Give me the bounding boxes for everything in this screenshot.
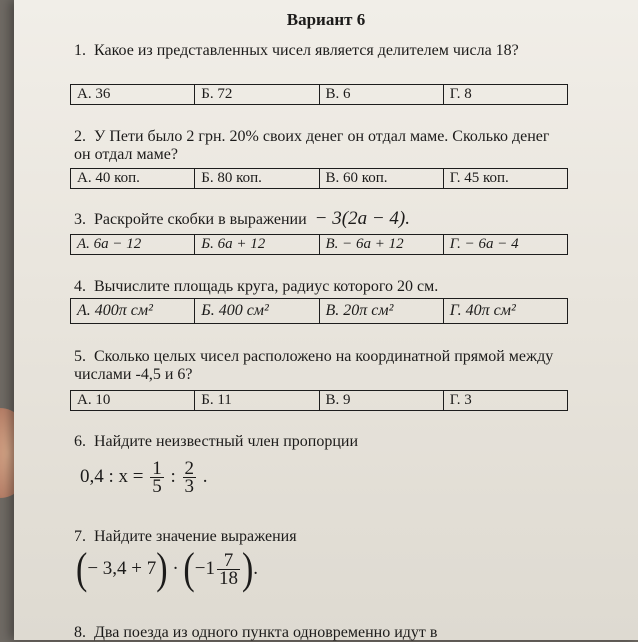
question-number: 7. xyxy=(74,528,86,545)
formula-lead: 0,4 : x = xyxy=(80,465,144,487)
numerator: 2 xyxy=(184,458,195,479)
question-text: Вычислите площадь круга, радиус которого 20 см. xyxy=(94,278,439,295)
period: . xyxy=(202,465,208,487)
period: . xyxy=(253,557,259,579)
question-text: У Пети было 2 грн. 20% своих денег он отдал маме. Сколько денег он отдал маме? xyxy=(74,128,550,163)
question-number: 6. xyxy=(74,433,86,450)
denominator: 3 xyxy=(184,476,195,497)
option-b[interactable]: Б. 6a + 12 xyxy=(194,235,318,254)
part-1: − 3,4 + 7 xyxy=(87,557,157,579)
variant-title: Вариант 6 xyxy=(286,10,366,29)
question-5 xyxy=(74,348,564,384)
numerator: 1 xyxy=(152,458,162,479)
option-v[interactable]: В. − 6a + 12 xyxy=(319,235,443,254)
answer-options-4 xyxy=(70,298,568,324)
question-number: 5. xyxy=(74,348,86,365)
left-paren: ( xyxy=(183,544,195,593)
fraction-7-18 xyxy=(217,552,240,587)
denominator: 18 xyxy=(218,568,238,589)
answer-options-5 xyxy=(70,390,568,411)
question-text: Сколько целых чисел расположено на координатной прямой между числами -4,5 и 6? xyxy=(74,348,554,383)
question-number: 1. xyxy=(74,42,86,59)
proportion-formula xyxy=(80,460,208,495)
option-v[interactable]: В. 6 xyxy=(319,85,443,104)
option-g[interactable]: Г. 3 xyxy=(443,391,567,410)
option-a[interactable]: А. 400π см² xyxy=(77,302,153,319)
answer-options-1 xyxy=(70,84,568,105)
question-3 xyxy=(74,210,564,229)
fraction-1-5 xyxy=(150,460,164,495)
question-2 xyxy=(74,128,564,164)
option-b[interactable]: Б. 72 xyxy=(194,85,318,104)
answer-options-2 xyxy=(70,168,568,189)
numerator: 7 xyxy=(217,552,240,570)
question-number: 3. xyxy=(74,211,86,228)
option-b[interactable]: Б. 400 см² xyxy=(194,299,318,323)
option-a[interactable]: А. 10 xyxy=(77,392,111,408)
option-g[interactable]: Г. 40π см² xyxy=(443,299,567,323)
question-text: Раскройте скобки в выражении xyxy=(94,211,307,228)
colon: : xyxy=(170,465,176,487)
part-2-lead: −1 xyxy=(194,557,215,579)
question-8 xyxy=(74,624,564,642)
right-paren: ) xyxy=(156,544,168,593)
question-4 xyxy=(74,278,564,296)
left-paren: ( xyxy=(76,544,88,593)
option-g[interactable]: Г. 8 xyxy=(443,85,567,104)
denominator: 5 xyxy=(152,476,162,497)
right-paren: ) xyxy=(241,544,254,593)
option-v[interactable]: В. 9 xyxy=(319,391,443,410)
option-v[interactable]: В. 60 коп. xyxy=(319,169,443,188)
worksheet-page xyxy=(14,0,638,640)
question-number: 8. xyxy=(74,624,86,641)
expression: − 3(2a − 4). xyxy=(314,208,410,229)
option-a[interactable]: А. 40 коп. xyxy=(77,170,140,186)
question-text: Два поезда из одного пункта одновременно идут в xyxy=(94,624,438,641)
option-b[interactable]: Б. 80 коп. xyxy=(194,169,318,188)
question-number: 2. xyxy=(74,128,86,145)
multiply-dot: · xyxy=(172,557,179,579)
question-number: 4. xyxy=(74,278,86,295)
question-text: Найдите неизвестный член пропорции xyxy=(94,433,358,450)
question-text: Какое из представленных чисел является делителем числа 18? xyxy=(94,42,519,59)
question-text: Найдите значение выражения xyxy=(94,528,297,545)
question-6 xyxy=(74,433,564,451)
question-1 xyxy=(74,42,564,60)
option-a[interactable]: А. 36 xyxy=(77,86,111,102)
answer-options-3 xyxy=(70,234,568,255)
fraction-2-3 xyxy=(183,460,197,495)
option-v[interactable]: В. 20π см² xyxy=(319,299,443,323)
option-a[interactable]: А. 6a − 12 xyxy=(77,236,142,252)
question-7 xyxy=(74,528,564,546)
option-g[interactable]: Г. 45 коп. xyxy=(443,169,567,188)
option-g[interactable]: Г. − 6a − 4 xyxy=(443,235,567,254)
option-b[interactable]: Б. 11 xyxy=(194,391,318,410)
expression-formula xyxy=(76,544,259,593)
